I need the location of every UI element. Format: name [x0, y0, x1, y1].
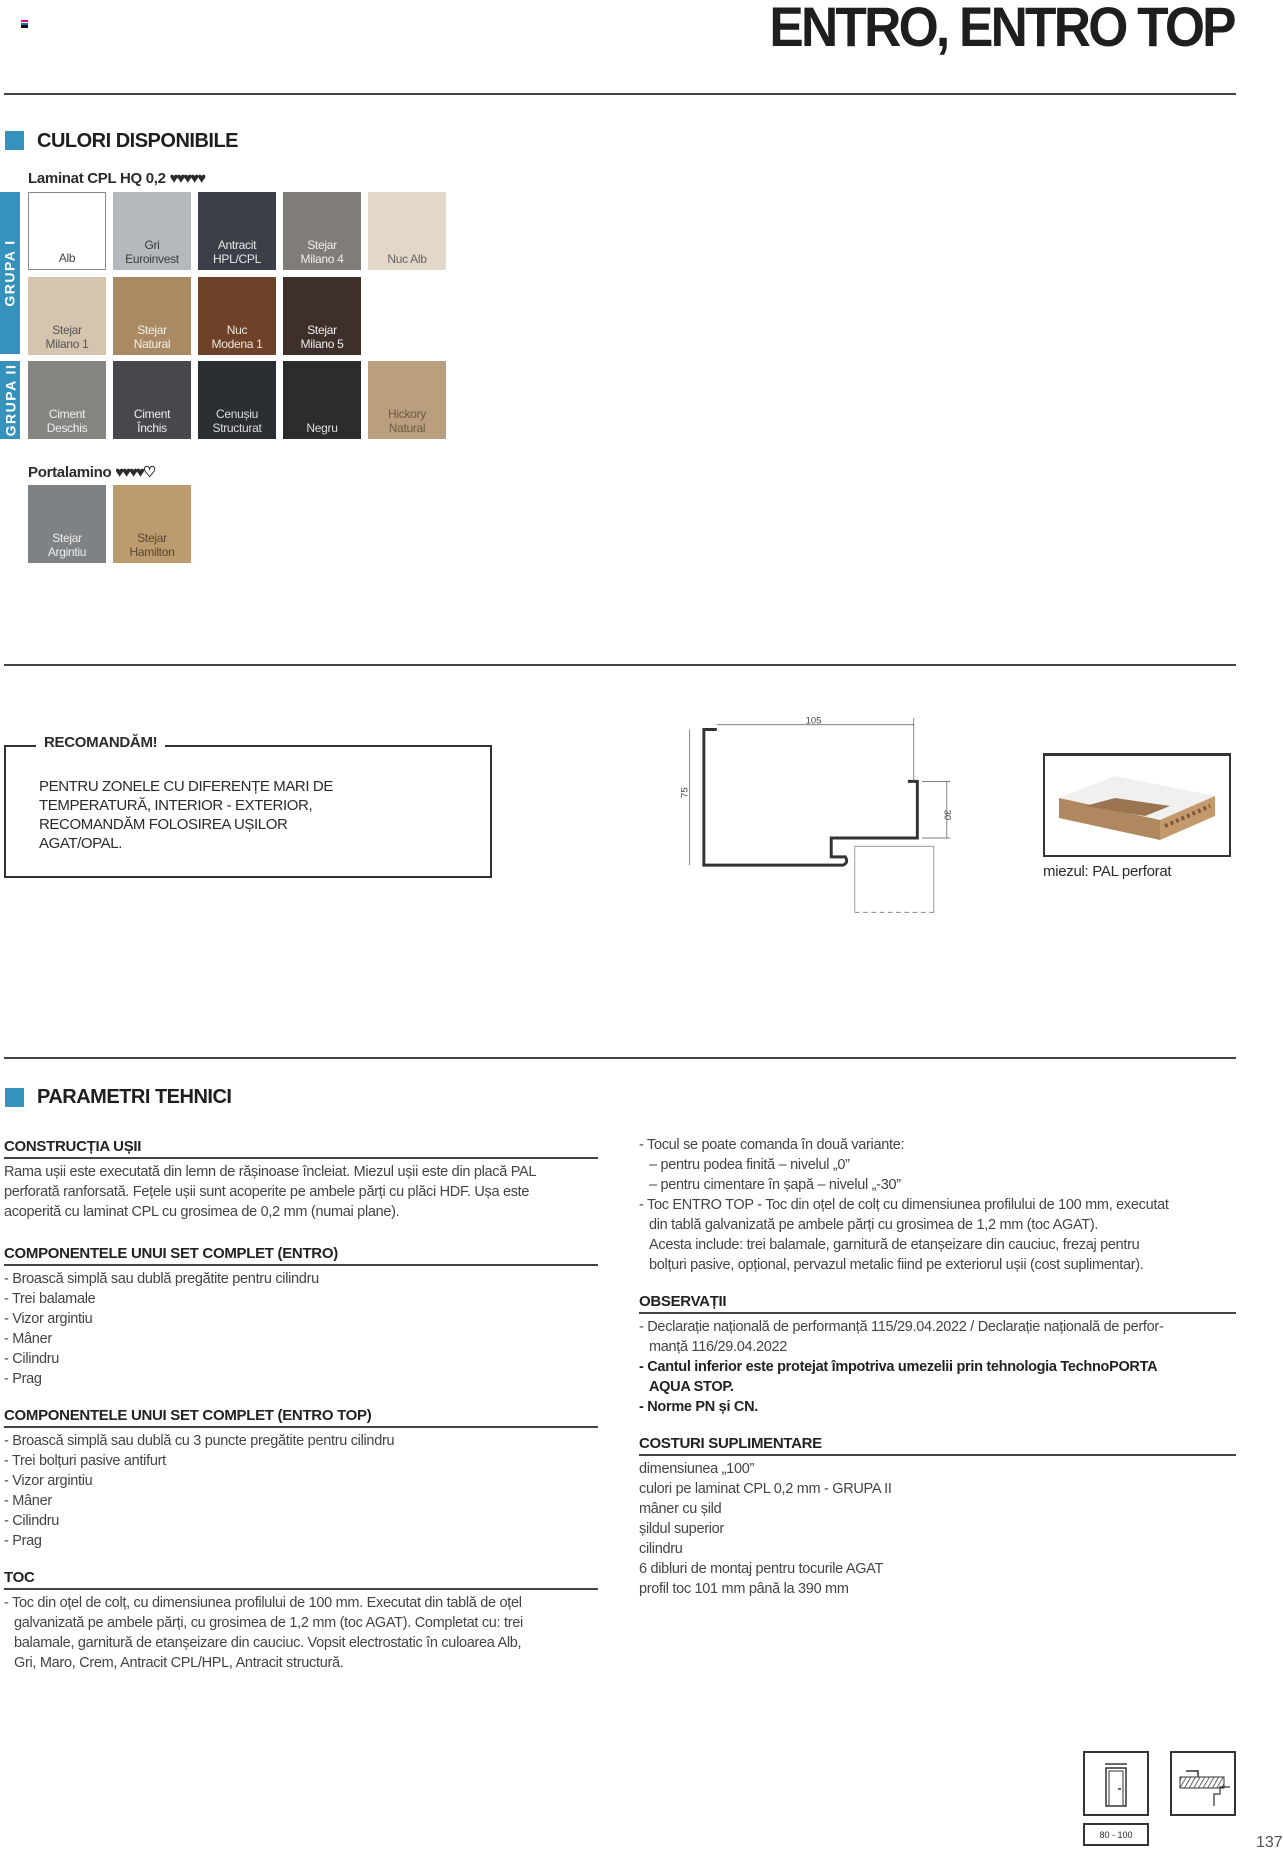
entro-top-set-heading: COMPONENTELE UNUI SET COMPLET (ENTRO TOP) — [4, 1407, 598, 1428]
swatch-label: Gri Euroinvest — [125, 238, 179, 266]
color-swatch — [28, 192, 106, 270]
core-caption: miezul: PAL perforat — [1043, 863, 1172, 880]
door-width-icon — [1083, 1751, 1149, 1816]
dimension-rebate: 30 — [942, 809, 954, 821]
swatch-label: Hickory Natural — [388, 407, 426, 435]
swatch-label: Ciment Închis — [133, 407, 171, 435]
swatch-label: Negru — [306, 421, 338, 435]
color-swatch — [28, 361, 106, 439]
swatch-label: Nuc Alb — [387, 252, 427, 266]
swatch-label: Stejar Hamilton — [129, 531, 175, 559]
recommendation-text: PENTRU ZONELE CU DIFERENȚE MARI DE TEMPERATURĂ, INTERIOR - EXTERIOR, RECOMANDĂM FOLOSIREA UȘILOR AGAT/OPAL. — [39, 778, 333, 852]
rating-icon: ♥♥♥♥♥ — [169, 170, 205, 187]
swatch-label: Antracit HPL/CPL — [213, 238, 261, 266]
recommendation-title: RECOMANDĂM! — [36, 734, 165, 751]
swatch-label: Alb — [58, 251, 76, 265]
page-title: ENTRO, ENTRO TOP — [769, 0, 1234, 58]
swatch-label: Stejar Milano 5 — [300, 323, 344, 351]
swatch-label: Stejar Milano 1 — [45, 323, 89, 351]
frame-section-icon — [1170, 1751, 1236, 1816]
entro-set-list: - Broască simplă sau dublă pregătite pentru cilindru - Trei balamale - Vizor argintiu - Mâner - Cilindru - Prag — [4, 1271, 319, 1387]
page-number: 137 — [1256, 1834, 1283, 1851]
color-swatch — [28, 277, 106, 355]
dimension-height: 75 — [678, 787, 690, 798]
toc-text: - Toc din oțel de colț, cu dimensiunea profilului de 100 mm. Executat din tablă de oțel galvanizată pe ambele părți, cu grosimea de 1,2 mm (toc AGAT). Completat cu: trei balamale, garnitură de etanșeizare din cauciuc. Vopsit electrostatic în culoarea Alb, Gri, Maro, Crem, Antracit CPL/HPL, Antracit structură. — [4, 1595, 523, 1671]
right-column — [639, 1135, 1236, 1599]
swatch-label: Stejar Milano 4 — [300, 238, 344, 266]
group-1-label: GRUPA I — [0, 192, 20, 354]
color-swatch — [113, 361, 191, 439]
group-2-label: GRUPA II — [0, 361, 20, 439]
color-swatch — [283, 361, 361, 439]
color-swatch — [198, 361, 276, 439]
params-heading: PARAMETRI TEHNICI — [37, 1086, 232, 1108]
rating-icon: ♥♥♥♥♡ — [115, 464, 155, 481]
entro-top-set-list: - Broască simplă sau dublă cu 3 puncte pregătite pentru cilindru - Trei bolțuri pasive antifurt - Vizor argintiu - Mâner - Cilindru - Prag — [4, 1433, 395, 1549]
color-swatch — [198, 277, 276, 355]
color-swatch — [113, 485, 191, 563]
door-core-image — [1043, 753, 1231, 857]
extra-costs-list: dimensiunea „100” culori pe laminat CPL 0,2 mm - GRUPA II mâner cu șild șildul superior cilindru 6 dibluri de montaj pentru tocurile AGAT profil toc 101 mm până la 390 mm — [639, 1461, 892, 1597]
frame-profile-drawing — [660, 700, 960, 930]
width-range-label: 80 - 100 — [1083, 1823, 1149, 1846]
observations-text: - Declarație națională de performanță 115/29.04.2022 / Declarație națională de perfor- manță 116/29.04.2022 - Cantul inferior este protejat împotriva umezelii prin tehnologia TechnoPORTA AQUA STOP. - Norme PN și CN. — [639, 1319, 1164, 1415]
divider — [4, 664, 1236, 666]
color-swatch — [113, 277, 191, 355]
colors-heading: CULORI DISPONIBILE — [37, 130, 239, 152]
color-swatch — [198, 192, 276, 270]
dimension-width: 105 — [805, 714, 822, 726]
divider — [4, 1057, 1236, 1059]
swatch-label: Ciment Deschis — [46, 407, 88, 435]
laminat-label: Laminat CPL HQ 0,2 ♥♥♥♥♥ — [28, 170, 205, 187]
swatch-label: Nuc Modena 1 — [211, 323, 263, 351]
swatch-label: Cenușiu Structurat — [212, 407, 262, 435]
swatch-label: Stejar Argintiu — [47, 531, 87, 559]
left-column — [4, 1138, 598, 1673]
toc-variants-text: - Tocul se poate comanda în două variante: – pentru podea finită – nivelul „0” – pentru cimentare în șapă – nivelul „-30” - Toc ENTRO TOP - Toc din oțel de colț cu dimensiunea profilului de 100 mm, executat din tablă galvanizată pe ambele părți cu grosimea de 1,2 mm (toc AGAT). Acesta include: trei balamale, garnitură de etanșeizare din cauciuc, frezaj pentru bolțuri pasive, opțional, pervazul metalic fiind pe exteriorul ușii (cost suplimentar). — [639, 1137, 1169, 1273]
section-marker — [5, 1088, 24, 1107]
portalamino-label: Portalamino ♥♥♥♥♡ — [28, 464, 155, 481]
color-swatch — [368, 192, 446, 270]
entro-set-heading: COMPONENTELE UNUI SET COMPLET (ENTRO) — [4, 1245, 598, 1266]
toc-heading: TOC — [4, 1569, 598, 1590]
swatch-label: Stejar Natural — [133, 323, 171, 351]
color-swatch — [113, 192, 191, 270]
construction-text: Rama ușii este executată din lemn de rășinoase încleiat. Miezul ușii este din placă PAL perforată ranforsată. Fețele ușii sunt acoperite pe ambele părți cu plăci HDF. Ușa este acoperită cu laminat CPL cu grosimea de 0,2 mm (numai plane). — [4, 1164, 537, 1220]
color-swatch — [368, 361, 446, 439]
print-marker — [21, 20, 28, 28]
construction-heading: CONSTRUCȚIA UȘII — [4, 1138, 598, 1159]
color-swatch — [283, 192, 361, 270]
divider — [4, 93, 1236, 95]
color-swatch — [283, 277, 361, 355]
section-marker — [5, 131, 24, 150]
extra-costs-heading: COSTURI SUPLIMENTARE — [639, 1435, 1236, 1456]
observations-heading: OBSERVAȚII — [639, 1293, 1236, 1314]
color-swatch — [28, 485, 106, 563]
